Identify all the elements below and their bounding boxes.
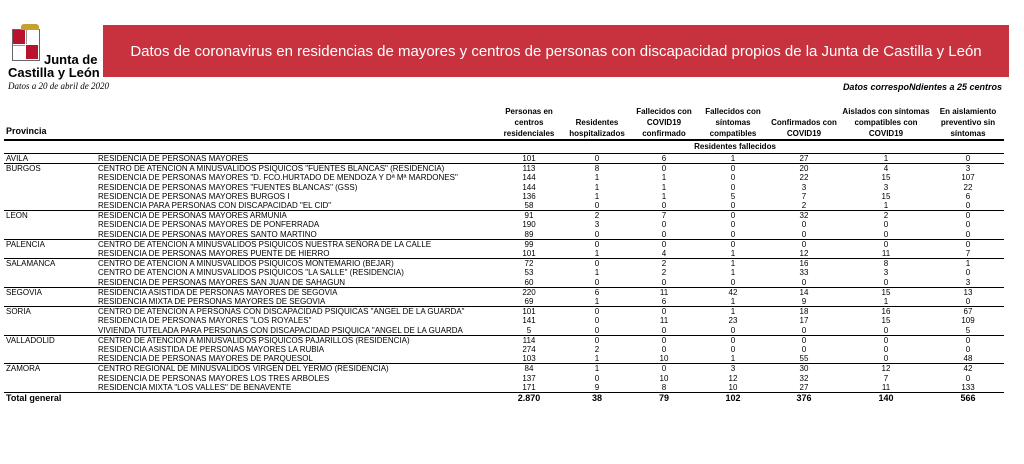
- table-row: [4, 345, 1004, 354]
- value-cell: 0: [698, 335, 768, 345]
- center-name-cell: RESIDENCIA DE PERSONAS MAYORES PUENTE DE HIERRO: [98, 249, 330, 259]
- value-cell: 0: [594, 373, 600, 383]
- value-cell: 15: [881, 173, 891, 183]
- value-cell: 15: [881, 316, 891, 326]
- value-cell: 0: [698, 211, 768, 221]
- header-col: Aislados con síntomas compatibles con COVID19: [840, 100, 932, 140]
- table-row: [4, 287, 1004, 297]
- value-cell: 2: [661, 268, 667, 278]
- province-cell: [4, 201, 96, 211]
- value-cell: 0: [730, 182, 736, 192]
- value-cell: 89: [524, 229, 534, 239]
- value-cell: 1: [661, 182, 667, 192]
- total-row: [4, 393, 1004, 405]
- value-cell: 12: [728, 373, 738, 383]
- province-cell: [4, 383, 96, 393]
- value-cell: 0: [932, 154, 1004, 164]
- header-col: Residentes hospitalizados: [564, 100, 630, 140]
- value-cell: 0: [594, 325, 600, 335]
- value-cell: 11: [630, 287, 698, 297]
- value-cell: 0: [965, 229, 971, 239]
- value-cell: 109: [961, 316, 975, 326]
- province-cell: VALLADOLID: [4, 335, 96, 345]
- value-cell: 15: [840, 287, 932, 297]
- value-cell: 8: [840, 259, 932, 269]
- value-cell: 99: [494, 239, 564, 249]
- value-cell: 42: [698, 287, 768, 297]
- center-name-cell: VIVIENDA TUTELADA PARA PERSONAS CON DISCAPACIDAD PSIQUICA "ANGEL DE LA GUARDA: [98, 325, 463, 335]
- province-cell: [4, 297, 96, 307]
- value-cell: 1: [661, 173, 667, 183]
- value-cell: 69: [524, 297, 534, 307]
- province-cell: [4, 268, 96, 277]
- value-cell: 22: [799, 173, 809, 183]
- value-cell: 0: [661, 277, 667, 287]
- province-cell: LEON: [4, 211, 96, 221]
- value-cell: 20: [768, 164, 840, 174]
- value-cell: 1: [730, 354, 736, 364]
- logo-line2: Castilla y León: [8, 65, 100, 80]
- province-cell: [4, 183, 96, 192]
- value-cell: 0: [730, 325, 736, 335]
- centers-note: Datos correspoNdientes a 25 centros: [842, 82, 1002, 92]
- value-cell: 4: [840, 164, 932, 174]
- province-cell: PALENCIA: [4, 239, 96, 249]
- value-cell: 0: [698, 239, 768, 249]
- province-cell: SALAMANCA: [4, 259, 96, 269]
- value-cell: 0: [965, 297, 971, 307]
- value-cell: 144: [522, 173, 536, 183]
- table-row: [4, 201, 1004, 211]
- value-cell: 0: [840, 239, 932, 249]
- value-cell: 12: [840, 364, 932, 374]
- table-row: [4, 154, 1004, 164]
- center-name-cell: RESIDENCIA DE PERSONAS MAYORES SAN JUAN DE SAHAGUN: [98, 277, 346, 287]
- value-cell: 0: [698, 164, 768, 174]
- value-cell: 48: [963, 354, 973, 364]
- province-cell: AVILA: [4, 154, 96, 164]
- value-cell: 0: [883, 354, 889, 364]
- value-cell: 0: [630, 335, 698, 345]
- value-cell: 1: [698, 259, 768, 269]
- value-cell: 18: [768, 307, 840, 317]
- value-cell: 0: [768, 335, 840, 345]
- total-value-cell: 79: [630, 393, 698, 405]
- value-cell: 3: [801, 182, 807, 192]
- value-cell: 7: [630, 211, 698, 221]
- value-cell: 2: [594, 345, 600, 355]
- center-name-cell: RESIDENCIA ASISTIDA DE PERSONAS MAYORES DE SEGOVIA: [96, 287, 494, 297]
- value-cell: 12: [799, 249, 809, 259]
- total-value-cell: 102: [698, 393, 768, 405]
- value-cell: 0: [730, 277, 736, 287]
- value-cell: 107: [961, 173, 975, 183]
- value-cell: 33: [799, 268, 809, 278]
- center-name-cell: RESIDENCIA DE PERSONAS MAYORES BURGOS I: [98, 191, 290, 201]
- center-name-cell: RESIDENCIA MIXTA "LOS VALLES" DE BENAVENTE: [98, 382, 292, 392]
- value-cell: 91: [494, 211, 564, 221]
- value-cell: 1: [730, 268, 736, 278]
- table-row: [4, 374, 1004, 383]
- value-cell: 13: [932, 287, 1004, 297]
- header-col: Confirmados con COVID19: [768, 100, 840, 140]
- value-cell: 58: [524, 201, 534, 211]
- value-cell: 144: [522, 182, 536, 192]
- value-cell: 0: [730, 229, 736, 239]
- value-cell: 5: [730, 191, 736, 201]
- value-cell: 27: [799, 382, 809, 392]
- value-cell: 8: [564, 164, 630, 174]
- value-cell: 0: [630, 239, 698, 249]
- value-cell: 1: [730, 249, 736, 259]
- value-cell: 1: [698, 307, 768, 317]
- value-cell: 9: [801, 297, 807, 307]
- value-cell: 0: [883, 229, 889, 239]
- report-date: Datos a 20 de abril de 2020: [8, 81, 109, 91]
- total-value-cell: 140: [840, 393, 932, 405]
- value-cell: 11: [659, 316, 669, 326]
- value-cell: 274: [522, 345, 536, 355]
- total-value-cell: 376: [768, 393, 840, 405]
- value-cell: 113: [494, 164, 564, 174]
- value-cell: 137: [522, 373, 536, 383]
- center-name-cell: RESIDENCIA DE PERSONAS MAYORES LOS TRES ARBOLES: [98, 373, 330, 383]
- center-name-cell: RESIDENCIA DE PERSONAS MAYORES SANTO MARTINO: [98, 229, 317, 239]
- center-name-cell: RESIDENCIA DE PERSONAS MAYORES "FUENTES BLANCAS" (GSS): [98, 182, 358, 192]
- value-cell: 220: [494, 287, 564, 297]
- value-cell: 0: [630, 164, 698, 174]
- province-cell: SEGOVIA: [4, 287, 96, 297]
- value-cell: 0: [594, 229, 600, 239]
- value-cell: 32: [799, 373, 809, 383]
- value-cell: 0: [564, 239, 630, 249]
- value-cell: 1: [932, 259, 1004, 269]
- center-name-cell: RESIDENCIA DE PERSONAS MAYORES: [96, 154, 494, 164]
- header-col: Fallecidos con COVID19 confirmado: [630, 100, 698, 140]
- value-cell: 17: [799, 316, 809, 326]
- value-cell: 11: [881, 249, 891, 259]
- center-name-cell: RESIDENCIA ASISTIDA DE PERSONAS MAYORES LA RUBIA: [98, 345, 325, 355]
- value-cell: 6: [965, 191, 971, 201]
- center-name-cell: CENTRO DE ATENCION A MINUSVALIDOS PSIQUICOS "FUENTES BLANCAS" (RESIDENCIA): [96, 164, 494, 174]
- table-row: [4, 183, 1004, 192]
- table-row: [4, 239, 1004, 249]
- center-name-cell: CENTRO DE ATENCION A MINUSVALIDOS PSIQUICOS "LA SALLE" (RESIDENCIA): [98, 268, 404, 278]
- value-cell: 0: [965, 201, 971, 211]
- table-row: [4, 307, 1004, 317]
- coat-of-arms-icon: [12, 29, 40, 61]
- value-cell: 0: [932, 335, 1004, 345]
- value-cell: 101: [522, 249, 536, 259]
- value-cell: 16: [840, 307, 932, 317]
- value-cell: 0: [661, 325, 667, 335]
- subheader-fallecidos: Residentes fallecidos: [630, 140, 840, 154]
- value-cell: 101: [494, 307, 564, 317]
- value-cell: 3: [883, 268, 889, 278]
- table-row: [4, 383, 1004, 393]
- value-cell: 42: [932, 364, 1004, 374]
- value-cell: 0: [883, 220, 889, 230]
- value-cell: 7: [965, 249, 971, 259]
- value-cell: 0: [594, 201, 600, 211]
- table-row: [4, 278, 1004, 288]
- value-cell: 0: [564, 307, 630, 317]
- value-cell: 0: [801, 220, 807, 230]
- value-cell: 3: [698, 364, 768, 374]
- center-name-cell: CENTRO DE ATENCION A MINUSVALIDOS PSIQUICOS MONTEMARIO (BEJAR): [96, 259, 494, 269]
- value-cell: 11: [881, 382, 891, 392]
- province-cell: [4, 173, 96, 182]
- table-row: [4, 249, 1004, 259]
- value-cell: 0: [840, 335, 932, 345]
- total-value-cell: 38: [564, 393, 630, 405]
- value-cell: 0: [661, 220, 667, 230]
- value-cell: 0: [932, 239, 1004, 249]
- table-row: [4, 297, 1004, 307]
- center-name-cell: RESIDENCIA PARA PERSONAS CON DISCAPACIDAD "EL CID": [98, 201, 332, 211]
- value-cell: 4: [661, 249, 667, 259]
- value-cell: 55: [799, 354, 809, 364]
- province-cell: [4, 374, 96, 383]
- value-cell: 141: [522, 316, 536, 326]
- value-cell: 0: [730, 201, 736, 211]
- value-cell: 3: [594, 220, 600, 230]
- header-col: Fallecidos con síntomas compatibles: [698, 100, 768, 140]
- table-row: [4, 364, 1004, 374]
- value-cell: 27: [768, 154, 840, 164]
- value-cell: 10: [659, 373, 669, 383]
- page-title: Datos de coronavirus en residencias de mayores y centros de personas con discapacidad propios de la Junta de Castilla y León: [103, 25, 1009, 77]
- value-cell: 1: [594, 249, 600, 259]
- value-cell: 9: [594, 382, 600, 392]
- value-cell: 60: [524, 277, 534, 287]
- value-cell: 0: [932, 211, 1004, 221]
- value-cell: 53: [524, 268, 534, 278]
- header-provincia: Provincia: [4, 100, 494, 140]
- value-cell: 2: [801, 201, 807, 211]
- value-cell: 0: [965, 345, 971, 355]
- value-cell: 16: [768, 259, 840, 269]
- value-cell: 1: [594, 191, 600, 201]
- value-cell: 7: [801, 191, 807, 201]
- value-cell: 2: [840, 211, 932, 221]
- value-cell: 7: [883, 373, 889, 383]
- junta-logo: [8, 27, 98, 79]
- value-cell: 32: [768, 211, 840, 221]
- province-cell: [4, 230, 96, 240]
- value-cell: 1: [564, 364, 630, 374]
- value-cell: 3: [932, 164, 1004, 174]
- value-cell: 0: [965, 220, 971, 230]
- value-cell: 1: [594, 297, 600, 307]
- value-cell: 22: [963, 182, 973, 192]
- table-row: [4, 220, 1004, 229]
- value-cell: 1: [883, 201, 889, 211]
- value-cell: 0: [801, 277, 807, 287]
- value-cell: 1: [594, 354, 600, 364]
- province-cell: [4, 345, 96, 354]
- value-cell: 0: [730, 345, 736, 355]
- value-cell: 0: [801, 345, 807, 355]
- value-cell: 30: [768, 364, 840, 374]
- value-cell: 0: [883, 325, 889, 335]
- value-cell: 0: [965, 373, 971, 383]
- value-cell: 133: [961, 382, 975, 392]
- value-cell: 1: [594, 173, 600, 183]
- center-name-cell: RESIDENCIA MIXTA DE PERSONAS MAYORES DE SEGOVIA: [98, 297, 326, 307]
- table-row: [4, 211, 1004, 221]
- value-cell: 0: [564, 335, 630, 345]
- value-cell: 0: [730, 220, 736, 230]
- center-name-cell: RESIDENCIA DE PERSONAS MAYORES "D. FCO.HURTADO DE MENDOZA Y Dª Mª MARDONES": [98, 173, 458, 183]
- value-cell: 0: [883, 345, 889, 355]
- center-name-cell: RESIDENCIA DE PERSONAS MAYORES DE PONFERRADA: [98, 220, 320, 230]
- value-cell: 114: [494, 335, 564, 345]
- province-cell: [4, 326, 96, 336]
- center-name-cell: RESIDENCIA DE PERSONAS MAYORES "LOS ROYALES": [98, 316, 312, 326]
- value-cell: 15: [881, 191, 891, 201]
- header-col: Personas en centros residenciales: [494, 100, 564, 140]
- value-cell: 1: [661, 191, 667, 201]
- value-cell: 1: [883, 297, 889, 307]
- value-cell: 0: [564, 154, 630, 164]
- value-cell: 1: [594, 182, 600, 192]
- value-cell: 5: [526, 325, 532, 335]
- value-cell: 103: [522, 354, 536, 364]
- value-cell: 84: [494, 364, 564, 374]
- value-cell: 10: [659, 354, 669, 364]
- province-cell: [4, 278, 96, 288]
- value-cell: 8: [661, 382, 667, 392]
- value-cell: 0: [801, 325, 807, 335]
- value-cell: 6: [661, 297, 667, 307]
- value-cell: 0: [594, 316, 600, 326]
- header-col: En aislamiento preventivo sin síntomas: [932, 100, 1004, 140]
- total-label: Total general: [4, 393, 494, 405]
- table-row: [4, 173, 1004, 182]
- value-cell: 0: [564, 259, 630, 269]
- table-row: [4, 316, 1004, 325]
- total-value-cell: 566: [932, 393, 1004, 405]
- province-cell: [4, 316, 96, 325]
- table-row: [4, 230, 1004, 240]
- value-cell: 0: [730, 173, 736, 183]
- table-row: [4, 259, 1004, 269]
- value-cell: 0: [661, 345, 667, 355]
- value-cell: 67: [932, 307, 1004, 317]
- logo-line1: Junta de: [44, 52, 98, 67]
- value-cell: 1: [594, 268, 600, 278]
- province-cell: [4, 249, 96, 259]
- center-name-cell: RESIDENCIA DE PERSONAS MAYORES DE PARQUESOL: [98, 354, 313, 364]
- total-value-cell: 2.870: [494, 393, 564, 405]
- value-cell: 2: [630, 259, 698, 269]
- value-cell: 1: [698, 154, 768, 164]
- center-name-cell: CENTRO REGIONAL DE MINUSVALIDOS VIRGEN DEL YERMO (RESIDENCIA): [96, 364, 494, 374]
- value-cell: 14: [768, 287, 840, 297]
- value-cell: 6: [564, 287, 630, 297]
- province-cell: [4, 192, 96, 201]
- value-cell: 190: [522, 220, 536, 230]
- value-cell: 171: [522, 382, 536, 392]
- table-row: [4, 192, 1004, 201]
- value-cell: 0: [801, 229, 807, 239]
- value-cell: 6: [630, 154, 698, 164]
- value-cell: 5: [965, 325, 971, 335]
- value-cell: 2: [564, 211, 630, 221]
- value-cell: 136: [522, 191, 536, 201]
- data-table: [4, 100, 1004, 404]
- value-cell: 23: [728, 316, 738, 326]
- table-row: [4, 326, 1004, 336]
- province-cell: BURGOS: [4, 164, 96, 174]
- value-cell: 0: [630, 307, 698, 317]
- value-cell: 0: [594, 277, 600, 287]
- value-cell: 10: [728, 382, 738, 392]
- center-name-cell: CENTRO DE ATENCION A PERSONAS CON DISCAPACIDAD PSIQUICAS "ANGEL DE LA GUARDA": [96, 307, 494, 317]
- value-cell: 0: [965, 268, 971, 278]
- province-cell: [4, 220, 96, 229]
- table-row: [4, 335, 1004, 345]
- province-cell: ZAMORA: [4, 364, 96, 374]
- table-row: [4, 164, 1004, 174]
- value-cell: 3: [883, 182, 889, 192]
- value-cell: 0: [768, 239, 840, 249]
- value-cell: 0: [661, 229, 667, 239]
- table-row: [4, 354, 1004, 364]
- value-cell: 0: [883, 277, 889, 287]
- center-name-cell: CENTRO DE ATENCION A MINUSVALIDOS PSIQUICOS NUESTRA SEÑORA DE LA CALLE: [96, 239, 494, 249]
- table-row: [4, 268, 1004, 277]
- value-cell: 1: [840, 154, 932, 164]
- value-cell: 3: [965, 277, 971, 287]
- value-cell: 0: [661, 201, 667, 211]
- value-cell: 72: [494, 259, 564, 269]
- value-cell: 0: [630, 364, 698, 374]
- center-name-cell: RESIDENCIA DE PERSONAS MAYORES ARMUNIA: [96, 211, 494, 221]
- center-name-cell: CENTRO DE ATENCION A MINUSVALIDOS PSIQUICOS PAJARILLOS (RESIDENCIA): [96, 335, 494, 345]
- province-cell: SORIA: [4, 307, 96, 317]
- value-cell: 1: [730, 297, 736, 307]
- value-cell: 101: [494, 154, 564, 164]
- province-cell: [4, 354, 96, 364]
